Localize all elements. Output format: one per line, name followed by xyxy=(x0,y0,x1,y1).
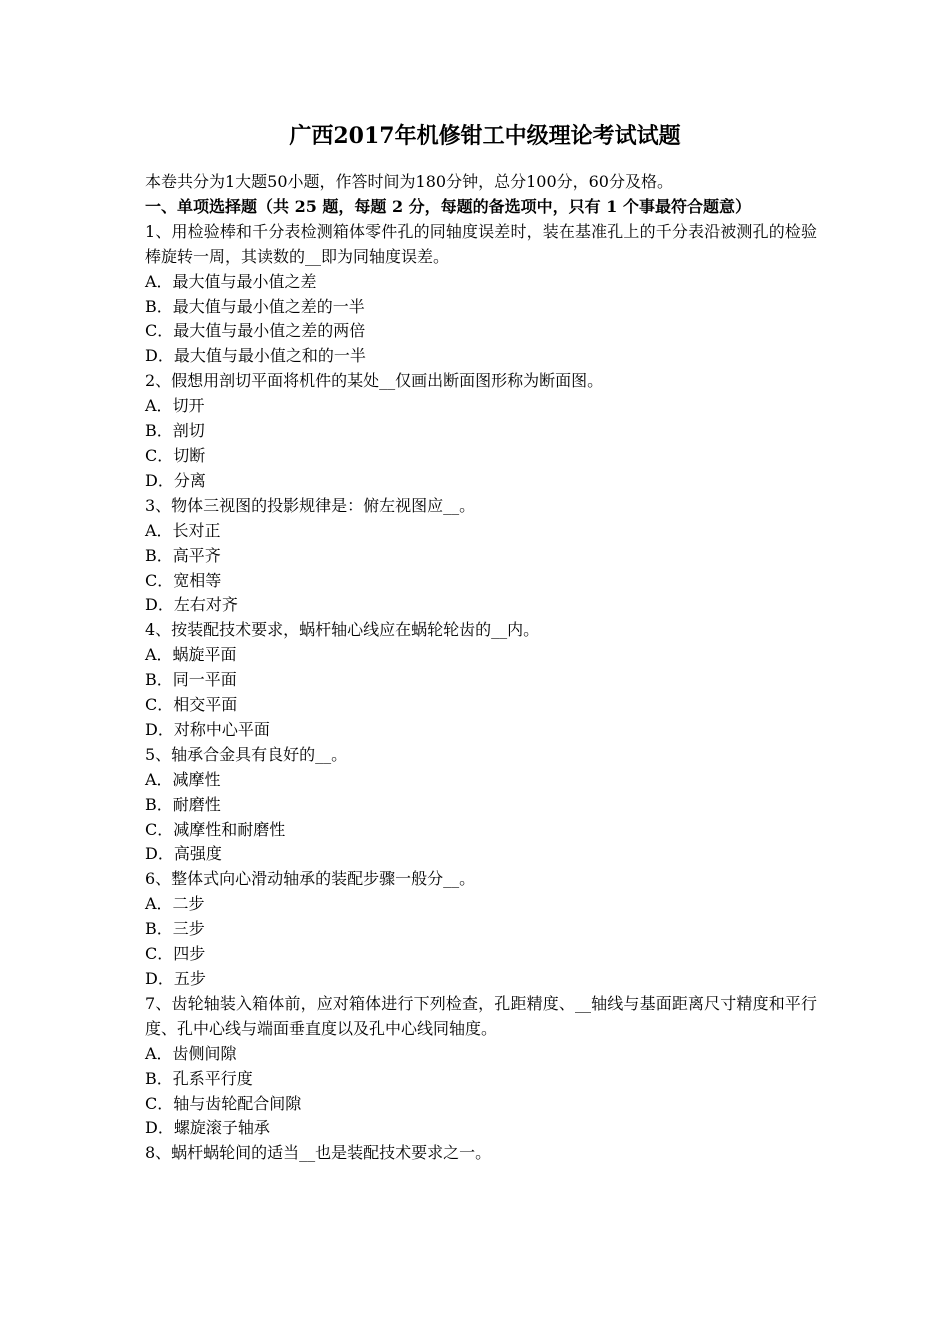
question-item xyxy=(145,494,817,619)
answer-option: C．最大值与最小值之差的两倍 xyxy=(145,321,366,341)
exam-intro: 本卷共分为1大题50小题，作答时间为180分钟，总分100分，60分及格。 xyxy=(145,172,673,191)
answer-option: A．切开 xyxy=(145,396,205,416)
answer-option: A．长对正 xyxy=(145,520,221,540)
question-stem: 5、轴承合金具有良好的__。 xyxy=(145,744,348,764)
question-stem: 7、齿轮轴装入箱体前，应对箱体进行下列检查，孔距精度、__轴线与基面距离尺寸精度和平行度、孔中心线与端面垂直度以及孔中心线同轴度。 xyxy=(145,993,817,1038)
question-stem: 3、物体三视图的投影规律是：俯左视图应__。 xyxy=(145,495,476,515)
question-stem: 6、整体式向心滑动轴承的装配步骤一般分__。 xyxy=(145,869,476,889)
answer-option: C．相交平面 xyxy=(145,695,238,715)
answer-option: B．最大值与最小值之差的一半 xyxy=(145,296,365,316)
question-item xyxy=(145,743,817,868)
question-item xyxy=(145,867,817,992)
answer-option: A．最大值与最小值之差 xyxy=(145,271,317,291)
answer-option: B．同一平面 xyxy=(145,670,237,690)
answer-option: C．四步 xyxy=(145,944,206,964)
answer-option: B．剖切 xyxy=(145,421,205,441)
answer-option: B．耐磨性 xyxy=(145,794,221,814)
question-stem: 2、假想用剖切平面将机件的某处__仅画出断面图形称为断面图。 xyxy=(145,371,604,391)
question-item xyxy=(145,618,817,743)
answer-option: D．五步 xyxy=(145,969,206,988)
question-stem: 4、按装配技术要求，蜗杆轴心线应在蜗轮轮齿的__内。 xyxy=(145,620,540,640)
answer-option: A．减摩性 xyxy=(145,769,221,789)
answer-option: D．螺旋滚子轴承 xyxy=(145,1118,270,1138)
answer-option: B．孔系平行度 xyxy=(145,1068,253,1088)
answer-option: D．高强度 xyxy=(145,844,222,864)
answer-option: A．齿侧间隙 xyxy=(145,1043,237,1063)
question-stem: 8、蜗杆蜗轮间的适当__也是装配技术要求之一。 xyxy=(145,1143,492,1163)
question-item xyxy=(145,992,817,1141)
answer-option: B．三步 xyxy=(145,919,205,939)
answer-option: D．左右对齐 xyxy=(145,595,238,615)
question-item xyxy=(145,220,817,369)
question-item xyxy=(145,369,817,494)
answer-option: C．切断 xyxy=(145,445,206,465)
answer-option: B．高平齐 xyxy=(145,545,221,565)
question-list xyxy=(145,220,817,1166)
answer-option: D．分离 xyxy=(145,470,206,490)
answer-option: A．蜗旋平面 xyxy=(145,645,237,665)
answer-option: D．最大值与最小值之和的一半 xyxy=(145,346,366,366)
question-stem: 1、用检验棒和千分表检测箱体零件孔的同轴度误差时，装在基准孔上的千分表沿被测孔的检验棒旋转一周，其读数的__即为同轴度误差。 xyxy=(145,221,817,266)
answer-option: C．轴与齿轮配合间隙 xyxy=(145,1093,302,1113)
question-item xyxy=(145,1141,817,1166)
page-title: 广西2017年机修钳工中级理论考试试题 xyxy=(289,123,681,149)
document-page xyxy=(145,118,817,1166)
answer-option: A．二步 xyxy=(145,894,205,914)
section-heading: 一、单项选择题（共 25 题，每题 2 分，每题的备选项中，只有 1 个事最符合题意） xyxy=(145,196,751,216)
answer-option: D．对称中心平面 xyxy=(145,719,270,739)
answer-option: C．宽相等 xyxy=(145,570,222,590)
answer-option: C．减摩性和耐磨性 xyxy=(145,819,286,839)
